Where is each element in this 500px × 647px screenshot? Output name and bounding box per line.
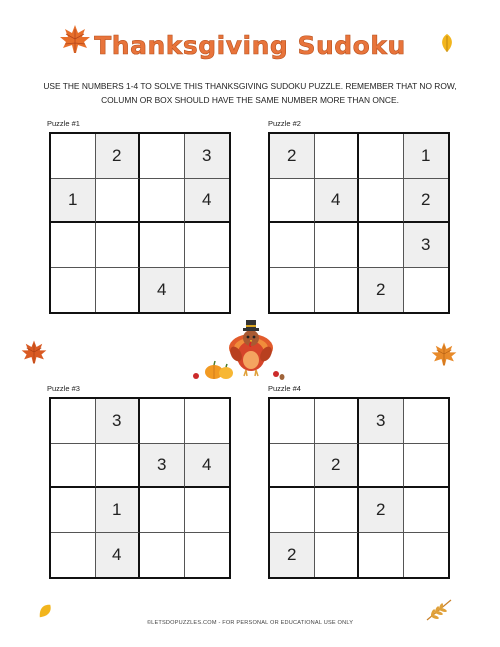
sudoku-cell[interactable] [51, 444, 96, 489]
instructions: USE THE NUMBERS 1-4 TO SOLVE THIS THANKSGIVING SUDOKU PUZZLE. REMEMBER THAT NO ROW, COLUMN OR BOX SHOULD HAVE THE SAME NUMBER MORE THAN ONCE. [43, 81, 457, 105]
sudoku-cell[interactable] [270, 179, 315, 224]
puzzle-3-label: Puzzle #3 [47, 384, 80, 393]
maple-leaf-icon [58, 23, 92, 55]
fern-leaf-icon [425, 598, 453, 622]
sudoku-cell: 2 [315, 444, 360, 489]
sudoku-cell[interactable] [51, 533, 96, 578]
sudoku-cell[interactable] [270, 268, 315, 313]
sudoku-cell[interactable] [140, 488, 185, 533]
sudoku-cell[interactable] [185, 533, 230, 578]
sudoku-cell: 3 [140, 444, 185, 489]
sudoku-cell[interactable] [51, 399, 96, 444]
sudoku-cell[interactable] [315, 488, 360, 533]
sudoku-cell[interactable] [51, 268, 96, 313]
sudoku-cell: 4 [315, 179, 360, 224]
sudoku-cell[interactable] [51, 488, 96, 533]
sudoku-cell[interactable] [140, 223, 185, 268]
leaf-icon [36, 602, 54, 620]
sudoku-cell[interactable] [140, 399, 185, 444]
sudoku-cell: 4 [185, 444, 230, 489]
sudoku-cell[interactable] [96, 444, 141, 489]
puzzle-1-label: Puzzle #1 [47, 119, 80, 128]
sudoku-cell[interactable] [404, 399, 449, 444]
sudoku-cell[interactable] [185, 488, 230, 533]
sudoku-cell[interactable] [185, 268, 230, 313]
sudoku-cell: 1 [96, 488, 141, 533]
sudoku-cell[interactable] [404, 533, 449, 578]
leaf-icon [438, 33, 456, 53]
puzzle-4-grid [268, 397, 450, 579]
sudoku-cell[interactable] [140, 179, 185, 224]
sudoku-cell: 2 [270, 533, 315, 578]
turkey-illustration [188, 314, 288, 384]
maple-leaf-icon [430, 340, 458, 368]
sudoku-cell[interactable] [404, 444, 449, 489]
sudoku-cell[interactable] [185, 399, 230, 444]
sudoku-cell[interactable] [315, 134, 360, 179]
sudoku-cell[interactable] [359, 179, 404, 224]
footer-text: ©LETSDOPUZZLES.COM - FOR PERSONAL OR EDUCATIONAL USE ONLY [146, 620, 354, 626]
sudoku-cell[interactable] [315, 399, 360, 444]
puzzle-4-label: Puzzle #4 [268, 384, 301, 393]
sudoku-cell: 2 [359, 268, 404, 313]
sudoku-cell[interactable] [96, 179, 141, 224]
sudoku-cell[interactable] [359, 444, 404, 489]
sudoku-cell[interactable] [404, 488, 449, 533]
maple-leaf-icon [20, 338, 48, 366]
sudoku-cell[interactable] [51, 134, 96, 179]
sudoku-cell[interactable] [270, 444, 315, 489]
sudoku-cell: 1 [51, 179, 96, 224]
sudoku-cell[interactable] [140, 533, 185, 578]
sudoku-cell: 2 [359, 488, 404, 533]
sudoku-cell[interactable] [270, 399, 315, 444]
sudoku-cell: 2 [96, 134, 141, 179]
sudoku-cell[interactable] [270, 488, 315, 533]
sudoku-cell[interactable] [140, 134, 185, 179]
puzzle-2-grid [268, 132, 450, 314]
sudoku-cell: 2 [270, 134, 315, 179]
sudoku-cell: 3 [185, 134, 230, 179]
sudoku-cell: 1 [404, 134, 449, 179]
sudoku-cell[interactable] [359, 134, 404, 179]
sudoku-cell: 3 [359, 399, 404, 444]
sudoku-cell[interactable] [315, 533, 360, 578]
puzzle-3-grid [49, 397, 231, 579]
sudoku-cell[interactable] [315, 223, 360, 268]
pumpkin-icon [205, 361, 233, 379]
sudoku-cell: 3 [96, 399, 141, 444]
sudoku-cell: 4 [185, 179, 230, 224]
sudoku-cell: 4 [96, 533, 141, 578]
sudoku-cell[interactable] [96, 223, 141, 268]
sudoku-cell[interactable] [404, 268, 449, 313]
sudoku-cell[interactable] [270, 223, 315, 268]
sudoku-cell[interactable] [96, 268, 141, 313]
page-title: Thanksgiving Sudoku [94, 31, 406, 60]
sudoku-cell: 3 [404, 223, 449, 268]
sudoku-cell: 2 [404, 179, 449, 224]
sudoku-cell: 4 [140, 268, 185, 313]
sudoku-cell[interactable] [51, 223, 96, 268]
sudoku-cell[interactable] [359, 223, 404, 268]
puzzle-1-grid [49, 132, 231, 314]
puzzle-2-label: Puzzle #2 [268, 119, 301, 128]
sudoku-cell[interactable] [359, 533, 404, 578]
sudoku-cell[interactable] [185, 223, 230, 268]
sudoku-cell[interactable] [315, 268, 360, 313]
